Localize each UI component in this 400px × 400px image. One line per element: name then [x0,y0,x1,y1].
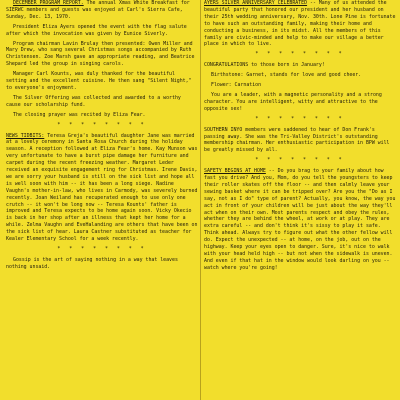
closing-prayer-paragraph: The closing prayer was recited by Eliza Fear. [13,111,146,118]
section-separator: * * * * * * * * [255,51,345,58]
section-separator: * * * * * * * * [255,115,345,122]
congratulations-line: CONGRATULATIONS to those born in January! [204,62,325,69]
opening-paragraph: President Eliza Ayers opened the event with the flag salute after which the invocation was given by Eunice Siverly. [6,23,187,37]
gossip-paragraph: Gossip is the art of saying nothing in a way that leaves nothing unsaid. [6,256,178,270]
section-separator: * * * * * * * * [57,246,147,252]
anniversary-paragraph: AYERS SILVER ANNIVERSARY CELEBRATED -- Many of us attended the beautiful party that honored our president and her husband on their 25th wedding anniversary, Nov. 30th. Lone Pine is fortunate to have such an outstanding family, making their home and conducting a business, in its midst. All the members of this family are civic-minded and help to make our village a better place in which to live. [204,0,396,48]
section-separator: * * * * * * * * [57,121,147,128]
personality-paragraph: You are a leader, with a magnetic personality and a strong character. You are intelligent, witty and attractive to the opposite sex! [204,91,382,112]
program-paragraph: Program chairman Lavin Brulay then presented: Owen Miller and Mary Drew, who sang several Christmas songs accompanied by Ruth Christensen. Zoe Marsh gave an appropriate reading, and Beatrice Shepard led the group in singing carols. [6,40,195,68]
southern-inyo-paragraph: SOUTHERN INYO members were saddened to hear of Don Frank's passing away. She was the Tri-Valley District's outstanding membership chairman. Her enthusiastic participation in BPW will be greatly missed by all. [204,126,390,154]
silver-offering-paragraph: The Silver Offering was collected and awarded to a worthy cause our scholarship fund. [6,94,181,108]
right-column [204,0,396,275]
flower-line: Flower: Carnation [211,82,262,89]
news-tidbits: NEWS TIDBITS: Teresa Greja's beautiful daughter Jane was married at a lovely ceremony in Santa Rosa Church during the holiday season. A reception followed at Eliza Fear's home. Kay Munson was very unfortunate to have a burst pipe damage her furniture and carpet during the recent freezing weather. Margaret Leder received an exquisite engagement ring for Christmas. Irene Davis, we are sorry your husband is still on the sick list and hope all is well soon with him -- it has been a long siege. Nadine Vaughn's mother-in-law, who lives in Carmody, was severely burned recently. Joan Weiland has recuperated enough to use only one crutch -- it won't be long now -- Teresa Kounts' father is improved and Teresa expects to be home again soon. Vicky Okecio is back in her shop after an illness that kept her home for a while. Zelma Vaughn and EveHalanding are others that have been on the sick list of hear. Laura Castner substituted as teacher for Kealer Elementary School for a week recently. [6,132,198,243]
column-divider [200,0,201,400]
left-column [6,0,198,274]
december-program-report: DECEMBER PROGRAM REPORT. The annual Xmas White Breakfast for SIERWC members and guests was enjoyed at Carl's Sierra Cafe, Sunday, Dec. 13, 1970. [6,0,190,20]
birthstone-line: Birthstone: Garnet, stands for love and good cheer. [211,72,362,79]
section-separator: * * * * * * * * [255,157,345,164]
manager-paragraph: Manager Carl Kounts, was duly thanked for the beautiful setting and the excellent cuisine. He then sang "Silent Night," to everyone's enjoyment. [6,71,192,91]
safety-paragraph: SAFETY BEGINS AT HOME -- Do you brag to your family about how fast you drive? And you, Mom, do you tell the youngsters to keep their roller skates off the floor -- and then calmly leave your sewing basket where it can be tripped over? Are you the "Do as I say, not as I do" type of parent? Actually, you know, the way you act in front of your children will be just about the way they'll act when on their own. Most parents respect and obey the rules, whether they are behind the wheel, at work or at play. They are extra careful -- and don't think it's sissy to play it safe. Think ahead. Always try to figure out what the other fellow will do. Expect the unexpected -- at home, on the job, out on the highway. Keep your eyes open to danger. Sure, it's nice to walk with your head held high -- but not when the sidewalk is uneven. And even if that hat in the window would look darling on you -- watch where you're going! [204,168,396,271]
